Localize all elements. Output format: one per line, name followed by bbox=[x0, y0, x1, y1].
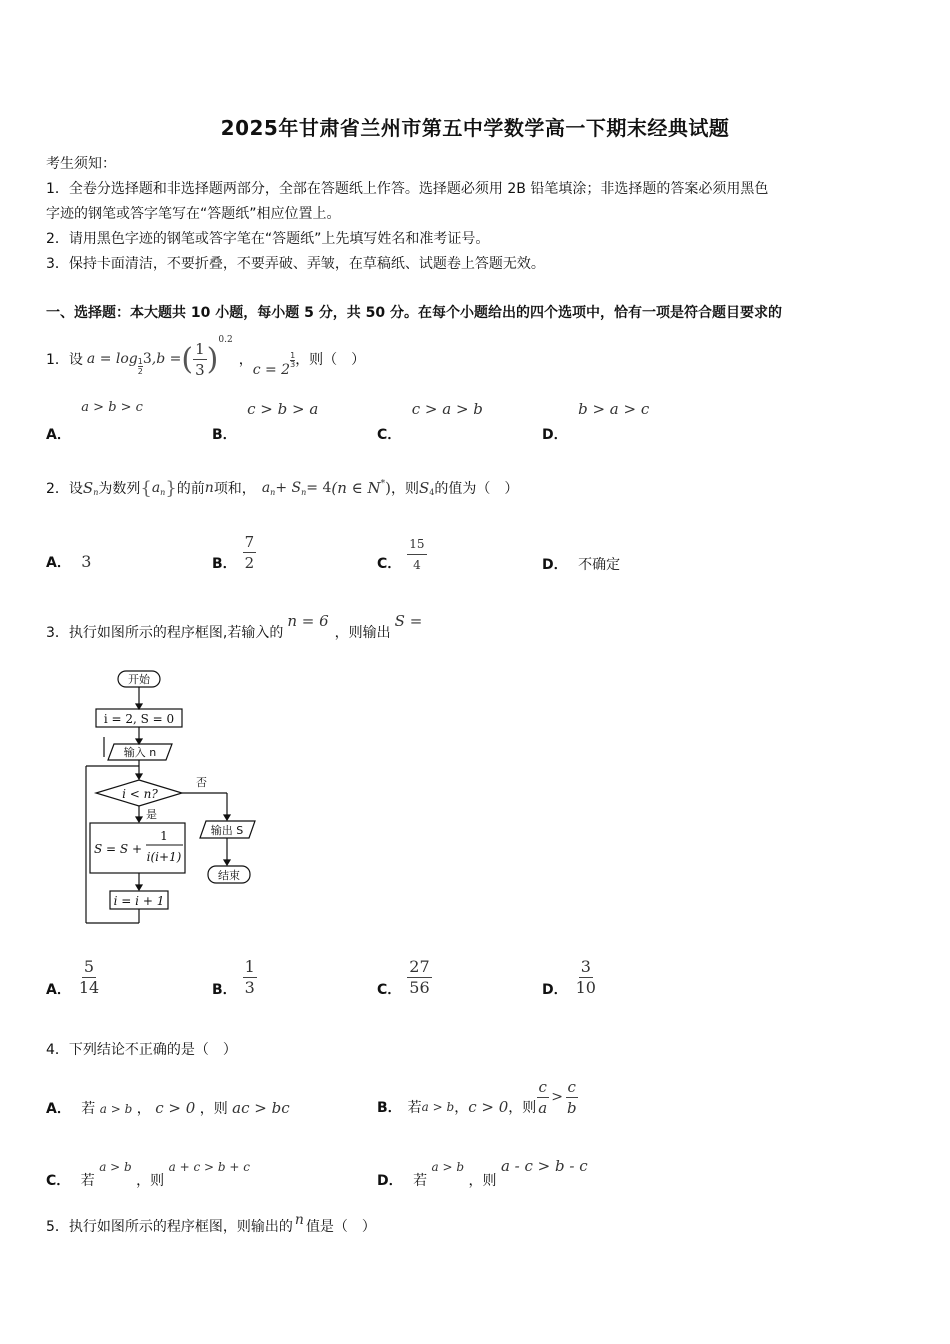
question-3 bbox=[46, 612, 422, 642]
q2-eq-domain: (n ∈ N bbox=[331, 479, 381, 497]
q4-option-d-label: D． bbox=[377, 1173, 403, 1189]
q4-option-a-m1: a > b bbox=[99, 1102, 133, 1116]
notice-line-3: 3．保持卡面清洁，不要折叠，不要弄破、弄皱，在草稿纸、试题卷上答题无效。 bbox=[46, 256, 545, 272]
q3-option-d-label: D． bbox=[542, 982, 568, 998]
q3-option-c-num: 27 bbox=[409, 956, 430, 976]
q3-option-a[interactable] bbox=[46, 952, 101, 1002]
q3-option-a-den: 14 bbox=[78, 977, 100, 997]
q1-option-c-text: c > a > b bbox=[411, 400, 483, 418]
q3-option-b-den: 3 bbox=[244, 977, 255, 997]
q2-text-1: 为数列 bbox=[98, 481, 141, 497]
q4-option-d-t2: ，则 bbox=[468, 1173, 497, 1189]
q3-option-d-den: 10 bbox=[575, 977, 596, 997]
q1-option-b-label: B． bbox=[212, 427, 237, 443]
q2-option-b-label: B． bbox=[212, 556, 237, 572]
q1-c-exp-den: 3 bbox=[290, 359, 296, 369]
q4-option-b-f2-num: c bbox=[567, 1077, 576, 1096]
q1-b-frac bbox=[193, 340, 207, 379]
section-heading: 一、选择题：本大题共 10 小题，每小题 5 分，共 50 分。在每个小题给出的四个选项中，恰有一项是符合题目要求的 bbox=[46, 305, 782, 321]
q1-c-expr: c = 2 bbox=[252, 362, 291, 378]
q4-option-a-m2: c > 0 bbox=[155, 1099, 196, 1117]
flow-output-text: 输出 S bbox=[210, 824, 244, 837]
q4-option-c-label: C． bbox=[46, 1173, 71, 1189]
flow-inc-text: i = i + 1 bbox=[113, 894, 165, 908]
q1-number: 1．设 bbox=[46, 352, 83, 368]
q3-option-c-frac bbox=[407, 958, 431, 997]
flow-no-label: 否 bbox=[196, 776, 207, 789]
q2-text-5: 的值为（ ） bbox=[434, 481, 519, 497]
q5-n: n bbox=[294, 1212, 304, 1228]
page-title: 2025年甘肃省兰州市第五中学数学高一下期末经典试题 bbox=[220, 116, 730, 140]
flow-cond-text: i < n? bbox=[122, 787, 158, 801]
q1-b-num: 1 bbox=[195, 339, 205, 358]
q4-option-b-f1-num: c bbox=[538, 1077, 547, 1096]
q2-option-a-text: 3 bbox=[81, 552, 92, 571]
q1-b-den: 3 bbox=[195, 360, 205, 379]
flow-body-num: 1 bbox=[160, 829, 168, 843]
q1-b-lparen: ( bbox=[181, 341, 194, 377]
q1-a-arg: 3 bbox=[142, 351, 152, 367]
q4-option-b-m1: a > b bbox=[421, 1100, 455, 1114]
q4-option-d-m1: a > b bbox=[431, 1160, 465, 1174]
flow-end-text: 结束 bbox=[218, 869, 240, 882]
q2-option-a[interactable] bbox=[46, 552, 91, 572]
q3-option-c[interactable] bbox=[377, 952, 432, 1002]
q5-text-1: 5．执行如图所示的程序框图，则输出的 bbox=[46, 1219, 293, 1235]
q1-option-a-text: a > b > c bbox=[81, 400, 143, 415]
q2-eq-a: a bbox=[261, 480, 271, 496]
q3-output: S = bbox=[394, 612, 423, 630]
q4-option-b-gt: > bbox=[551, 1089, 563, 1105]
q2-eq-s: + S bbox=[275, 480, 302, 496]
q2-n: n bbox=[204, 480, 214, 496]
q4-option-c-m2: a + c > b + c bbox=[168, 1160, 250, 1174]
q3-option-b-label: B． bbox=[212, 982, 237, 998]
q2-option-c-num: 15 bbox=[407, 535, 426, 555]
q1-option-b-text: c > b > a bbox=[247, 400, 319, 418]
q2-text-2: 的前 bbox=[176, 481, 205, 497]
q1-tail: ，则（ ） bbox=[295, 352, 366, 368]
flow-input-text: 输入 n bbox=[123, 746, 157, 759]
q2-eq-s-sub: n bbox=[301, 487, 307, 497]
q3-option-c-den: 56 bbox=[409, 977, 430, 997]
q3-text-2: ，则输出 bbox=[334, 625, 391, 641]
q2-option-b-den: 2 bbox=[244, 553, 255, 572]
q2-sn: S bbox=[82, 479, 94, 497]
q2-option-c-frac bbox=[407, 535, 426, 574]
q2-option-d-text: 不确定 bbox=[578, 557, 621, 573]
q4-option-a-t2: ， bbox=[136, 1101, 151, 1117]
q2-text-4: ，则 bbox=[391, 481, 419, 497]
q1-option-c[interactable] bbox=[377, 400, 483, 444]
q2-an-sub: n bbox=[160, 487, 166, 497]
q4-option-b-frac2 bbox=[565, 1078, 579, 1117]
q3-option-b-frac bbox=[243, 958, 257, 997]
q2-option-b-frac bbox=[243, 533, 257, 572]
q4-option-c-t1: 若 bbox=[80, 1173, 95, 1189]
q2-sn-sub: n bbox=[93, 487, 99, 497]
question-4: 4．下列结论不正确的是（ ） bbox=[46, 1042, 237, 1058]
flow-start-text: 开始 bbox=[128, 673, 150, 686]
q3-option-d[interactable] bbox=[542, 952, 598, 1002]
notice-line-2: 2．请用黑色字迹的钢笔或答字笔在“答题纸”上先填写姓名和准考证号。 bbox=[46, 231, 490, 247]
q1-a-expr: a = log bbox=[86, 351, 138, 367]
q3-option-c-label: C． bbox=[377, 982, 402, 998]
q2-eq-a-sub: n bbox=[270, 487, 276, 497]
question-2: 2．设 S n 为数列 { a n } 的前 n 项和， a n + S n = 4 (n ∈ N * ) ，则 S 4 的值为（ ） bbox=[46, 477, 519, 499]
question-5 bbox=[46, 1210, 376, 1236]
q4-option-a-label: A． bbox=[46, 1101, 71, 1117]
q3-flowchart bbox=[80, 665, 270, 930]
q3-text-1: 3．执行如图所示的程序框图,若输入的 bbox=[46, 625, 284, 641]
q1-b-rparen: ) bbox=[206, 341, 219, 377]
q3-option-d-num: 3 bbox=[580, 956, 591, 976]
q2-an: a bbox=[151, 480, 161, 496]
q4-option-d-m2: a - c > b - c bbox=[500, 1157, 588, 1175]
q1-a-base-num: 1 bbox=[137, 356, 143, 366]
q2-option-c-label: C． bbox=[377, 556, 402, 572]
q4-option-c[interactable] bbox=[46, 1158, 250, 1188]
q2-option-c-den: 4 bbox=[413, 557, 421, 572]
q3-option-b-num: 1 bbox=[244, 956, 255, 976]
q4-option-b-t2: ， bbox=[454, 1100, 469, 1116]
q4-option-b[interactable] bbox=[377, 1074, 579, 1120]
q1-b-expr: ,b = bbox=[151, 351, 182, 367]
q2-s4: S bbox=[419, 479, 430, 497]
notice-heading: 考生须知： bbox=[46, 156, 116, 172]
notice-line-1a: 1．全卷分选择题和非选择题两部分，全部在答题纸上作答。选择题必须用 2B 铅笔填涂；非选择题的答案必须用黑色 bbox=[46, 181, 769, 197]
q2-eq-4: = 4 bbox=[306, 480, 332, 496]
q2-number: 2．设 bbox=[46, 481, 83, 497]
q1-option-a[interactable] bbox=[46, 400, 143, 444]
q4-option-b-frac1 bbox=[536, 1078, 549, 1117]
q4-option-d[interactable] bbox=[377, 1158, 588, 1188]
flow-body-den: i(i+1) bbox=[146, 850, 182, 864]
flow-init-text: i = 2, S = 0 bbox=[103, 712, 175, 726]
q4-option-b-m2: c > 0 bbox=[468, 1098, 509, 1116]
q3-option-a-frac bbox=[77, 958, 101, 997]
q1-option-d[interactable] bbox=[542, 400, 650, 444]
notice-line-1b: 字迹的钢笔或答字笔写在“答题纸”相应位置上。 bbox=[46, 206, 341, 222]
q1-option-b[interactable] bbox=[212, 400, 319, 444]
q4-option-a[interactable] bbox=[46, 1098, 290, 1118]
q1-option-c-label: C． bbox=[377, 427, 402, 443]
q1-option-d-text: b > a > c bbox=[578, 400, 650, 418]
q4-option-b-f1-den: a bbox=[538, 1098, 548, 1117]
q3-option-d-frac bbox=[574, 958, 598, 997]
q4-option-b-t1: 若 bbox=[407, 1100, 422, 1116]
q3-input: n = 6 bbox=[287, 612, 329, 630]
q4-option-b-t3: ，则 bbox=[508, 1100, 537, 1116]
q1-a-base-den: 2 bbox=[137, 366, 143, 376]
q2-option-d-label: D． bbox=[542, 557, 568, 573]
q4-option-c-t2: ，则 bbox=[136, 1173, 165, 1189]
q1-b-exp: 0.2 bbox=[218, 335, 233, 345]
q4-option-c-m1: a > b bbox=[99, 1160, 132, 1174]
q1-option-d-label: D． bbox=[542, 427, 568, 443]
q4-option-a-m3: ac > bc bbox=[232, 1099, 290, 1117]
q3-option-a-label: A． bbox=[46, 982, 71, 998]
q1-option-a-label: A． bbox=[46, 427, 71, 443]
q4-option-b-label: B． bbox=[377, 1100, 402, 1116]
q1-c-exp-num: 1 bbox=[290, 350, 296, 360]
q3-option-b[interactable] bbox=[212, 952, 257, 1002]
q2-option-a-label: A． bbox=[46, 555, 71, 571]
question-1: 1．设 a = log $\frac{1}{2}$ 3 ,b = ( $\frac{1}{3}$ ) 0.2 ， c = 2 $\frac{1}{3}$ ，则（ ） bbox=[46, 335, 366, 379]
q4-option-b-f2-den: b bbox=[566, 1098, 577, 1117]
q4-option-d-t1: 若 bbox=[413, 1173, 428, 1189]
q2-option-b[interactable] bbox=[212, 528, 256, 576]
flow-yes-label: 是 bbox=[146, 808, 157, 821]
q4-option-a-t1: 若 bbox=[81, 1101, 96, 1117]
q2-text-3: 项和， bbox=[213, 481, 256, 497]
flow-body-lhs: S = S + bbox=[94, 842, 142, 856]
q5-text-2: 值是（ ） bbox=[305, 1219, 376, 1235]
q3-option-a-num: 5 bbox=[83, 956, 95, 976]
q2-eq-star: * bbox=[380, 479, 386, 489]
q4-option-a-t3: ，则 bbox=[199, 1101, 228, 1117]
q2-option-d[interactable] bbox=[542, 554, 620, 574]
q2-option-c[interactable] bbox=[377, 532, 427, 576]
q2-s4-sub: 4 bbox=[429, 487, 435, 497]
q2-eq-close: ) bbox=[385, 479, 391, 497]
q2-option-b-num: 7 bbox=[244, 532, 255, 551]
